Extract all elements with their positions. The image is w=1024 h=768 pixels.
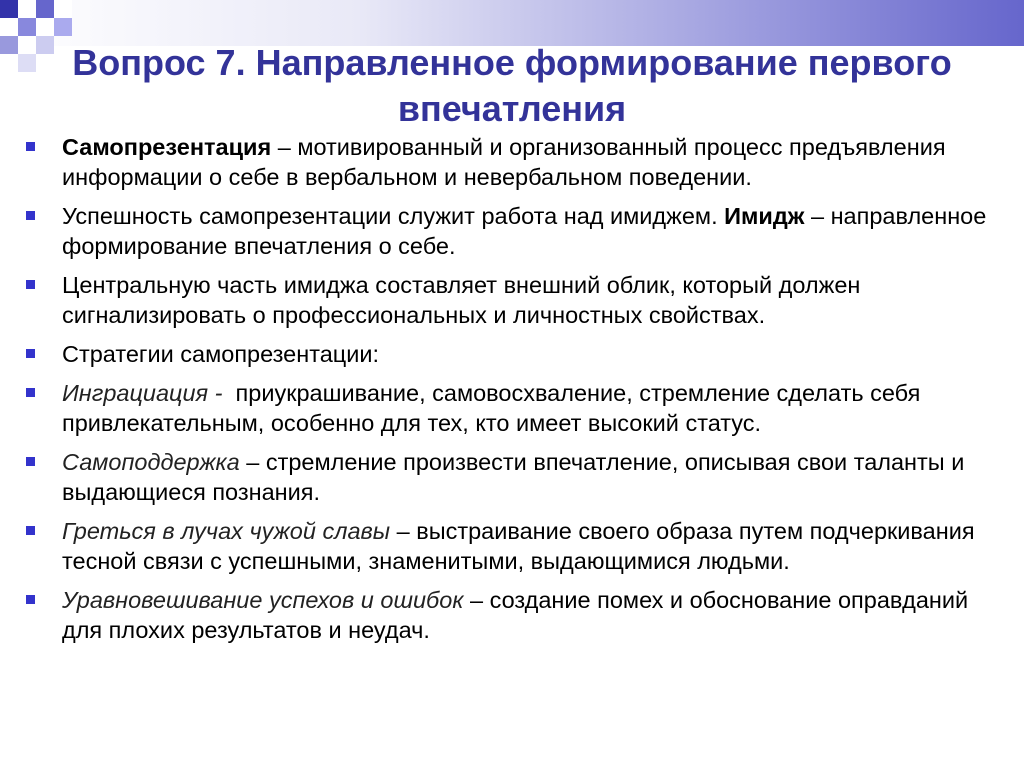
square-bullet-icon — [26, 349, 35, 358]
bullet-text: – направленное формирование впечатления о себе. — [62, 203, 987, 259]
bullet-list — [22, 132, 1002, 654]
bullet-text: – выстраивание своего образа путем подчеркивания тесной связи с успешными, знаменитыми, выдающимися людьми. — [62, 518, 975, 574]
bullet-text: – создание помех и обоснование оправданий для плохих результатов и неудач. — [62, 587, 969, 643]
bullet-text: Стратегии самопрезентации: — [62, 341, 380, 367]
bullet-appearance — [22, 270, 1002, 330]
bullet-term: Самоподдержка — [62, 449, 240, 475]
square-bullet-icon — [26, 388, 35, 397]
bullet-term: Уравновешивание успехов и ошибок — [62, 587, 464, 613]
bullet-term: Имидж — [724, 203, 811, 229]
slide-title — [0, 40, 1024, 132]
square-bullet-icon — [26, 211, 35, 220]
bullet-ingratiation — [22, 378, 1002, 438]
square-bullet-icon — [26, 526, 35, 535]
bullet-basking-reflected-glory — [22, 516, 1002, 576]
bullet-term: Самопрезентация — [62, 134, 272, 160]
bullet-text: – стремление произвести впечатление, описывая свои таланты и выдающиеся познания. — [62, 449, 965, 505]
bullet-term: Греться в лучах чужой славы — [62, 518, 391, 544]
bullet-text: Центральную часть имиджа составляет внешний облик, который должен сигнализировать о профессиональных и личностных свойствах. — [62, 272, 861, 328]
bullet-image-definition — [22, 201, 1002, 261]
bullet-balancing-success-failure — [22, 585, 1002, 645]
slide-title-line-2: впечатления — [397, 88, 627, 129]
bullet-term: Ингрaциация - — [62, 380, 223, 406]
bullet-self-promotion — [22, 447, 1002, 507]
bullet-text: Успешность самопрезентации служит работа над имиджем. — [62, 203, 725, 229]
square-bullet-icon — [26, 595, 35, 604]
square-bullet-icon — [26, 457, 35, 466]
square-bullet-icon — [26, 142, 35, 151]
slide-title-line-1: Вопрос 7. Направленное формирование первого — [72, 42, 952, 83]
bullet-text: приукрашивание, самовосхваление, стремление сделать себя привлекательным, особенно для тех, кто имеет высокий статус. — [62, 380, 927, 436]
bullet-strategies-heading — [22, 339, 1002, 369]
bullet-self-presentation — [22, 132, 1002, 192]
bullet-text: – мотивированный и организованный процесс предъявления информации о себе в вербальном и невербальном поведении. — [62, 134, 946, 190]
square-bullet-icon — [26, 280, 35, 289]
